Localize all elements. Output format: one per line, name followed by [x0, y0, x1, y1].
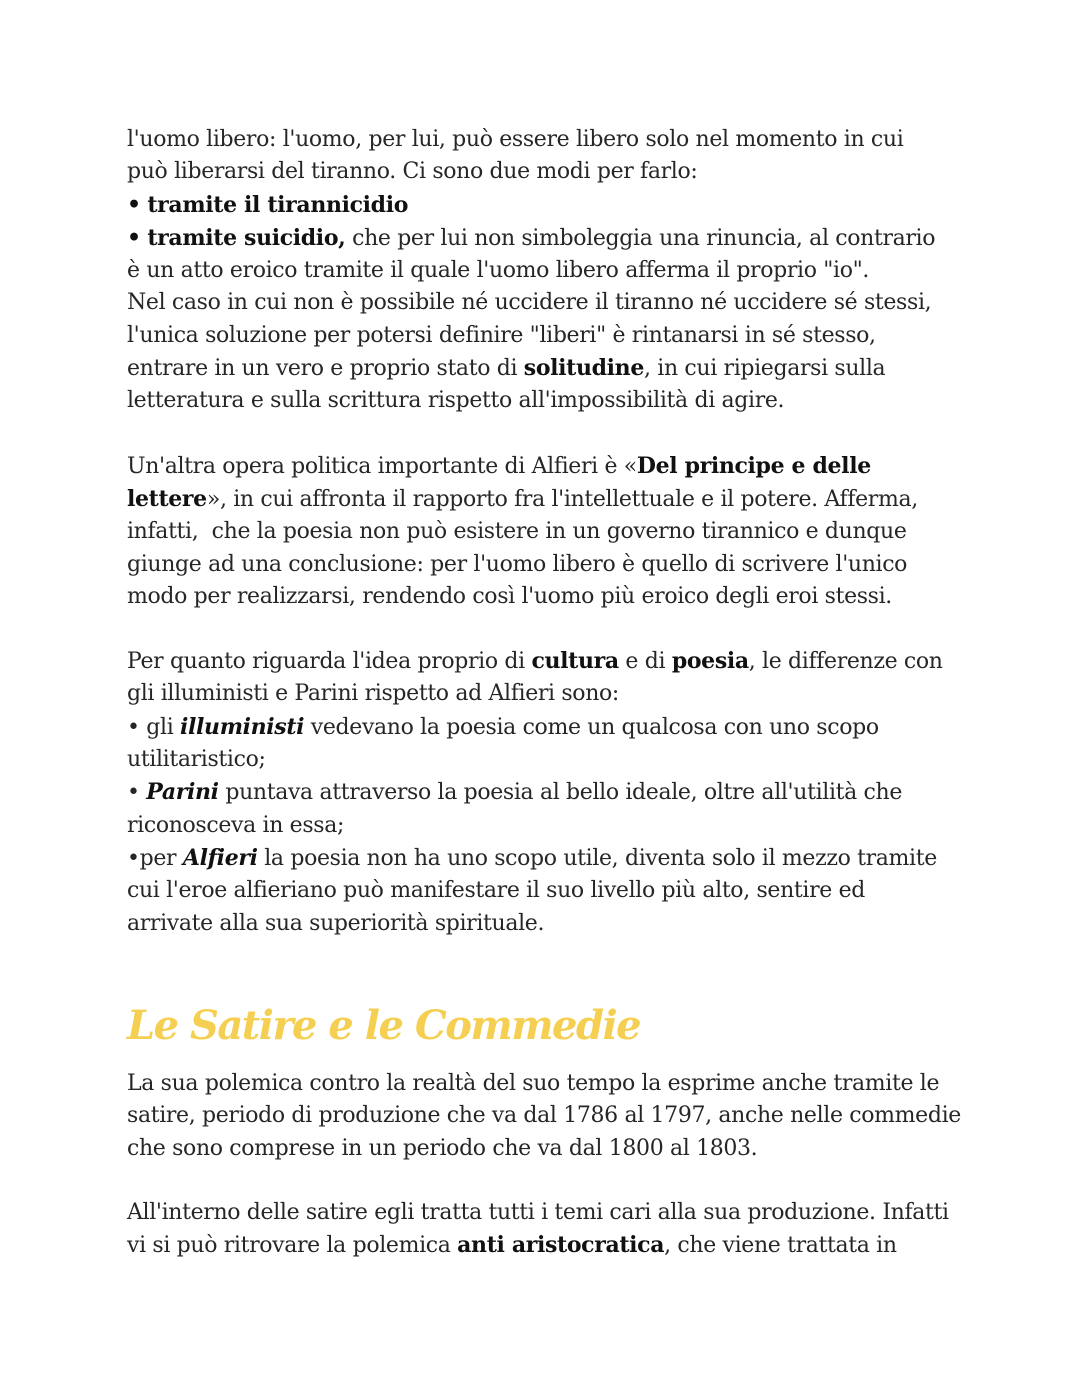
- text-run: entrare in un vero e proprio stato di: [127, 356, 524, 382]
- text-line: [127, 483, 957, 516]
- list-item: [127, 711, 957, 744]
- bold-term: solitudine: [523, 355, 644, 382]
- bold-term: anti aristocratica: [457, 1232, 665, 1259]
- bold-italic-term: illuministi: [180, 713, 305, 740]
- list-item: [127, 842, 957, 875]
- text-line: riconosceva in essa;: [127, 812, 345, 838]
- text-run: vi si può ritrovare la polemica: [127, 1233, 458, 1259]
- bold-italic-term: Parini: [146, 779, 219, 806]
- bullet: •: [127, 191, 141, 218]
- document-body-section: [127, 1068, 961, 1262]
- bold-title: Del principe e delle: [636, 452, 871, 479]
- text-run: Per quanto riguarda l'idea proprio di: [127, 649, 532, 675]
- text-run: Un'altra opera politica importante di Alfieri è «: [127, 453, 637, 479]
- text-run: la poesia non ha uno scopo utile, diventa solo il mezzo tramite: [257, 845, 937, 871]
- paragraph-del-principe: [127, 450, 957, 613]
- text-line: modo per realizzarsi, rendendo così l'uomo più eroico degli eroi stessi.: [127, 583, 892, 609]
- text-line: arrivate alla sua superiorità spirituale.: [127, 910, 545, 936]
- bold-term: cultura: [531, 648, 619, 675]
- text-line: La sua polemica contro la realtà del suo tempo la esprime anche tramite le: [127, 1071, 940, 1096]
- section-heading: Le Satire e le Commedie: [127, 1002, 641, 1049]
- bold-title: lettere: [127, 485, 207, 512]
- text-line: l'unica soluzione per potersi definire "liberi" è rintanarsi in sé stesso,: [127, 322, 876, 348]
- list-item: [127, 222, 957, 255]
- bold-term: tramite suicidio,: [147, 224, 346, 251]
- text-line: letteratura e sulla scrittura rispetto all'impossibilità di agire.: [127, 388, 785, 414]
- text-line: che sono comprese in un periodo che va dal 1800 al 1803.: [127, 1135, 758, 1161]
- text-line: gli illuministi e Parini rispetto ad Alfieri sono:: [127, 681, 619, 707]
- text-line: [127, 450, 957, 483]
- text-run: •per: [127, 845, 183, 871]
- text-line: All'interno delle satire egli tratta tutti i temi cari alla sua produzione. Infatti: [127, 1199, 949, 1225]
- document-body: [127, 124, 957, 940]
- bold-term: poesia: [671, 648, 749, 675]
- text-line: l'uomo libero: l'uomo, per lui, può essere libero solo nel momento in cui: [127, 127, 904, 152]
- text-run: che per lui non simboleggia una rinuncia, al contrario: [345, 225, 936, 251]
- text-run: , che viene trattata in: [664, 1233, 897, 1259]
- text-line: [127, 645, 957, 678]
- text-run: », in cui affronta il rapporto fra l'intellettuale e il potere. Afferma,: [206, 486, 918, 512]
- paragraph-tyranny: [127, 124, 957, 418]
- text-run: , le differenze con: [748, 649, 943, 675]
- text-run: •: [127, 780, 147, 806]
- bullet: •: [127, 224, 141, 251]
- text-line: infatti, che la poesia non può esistere in un governo tirannico e dunque: [127, 519, 907, 545]
- bold-italic-term: Alfieri: [182, 844, 258, 871]
- text-run: puntava attraverso la poesia al bello ideale, oltre all'utilità che: [218, 780, 902, 806]
- text-line: può liberarsi del tiranno. Ci sono due modi per farlo:: [127, 159, 698, 185]
- paragraph-satire-intro: [127, 1068, 961, 1165]
- text-line: cui l'eroe alfieriano può manifestare il suo livello più alto, sentire ed: [127, 878, 865, 904]
- list-item: [127, 189, 957, 222]
- text-line: è un atto eroico tramite il quale l'uomo libero afferma il proprio "io".: [127, 258, 869, 284]
- text-line: satire, periodo di produzione che va dal 1786 al 1797, anche nelle commedie: [127, 1103, 961, 1129]
- text-line: utilitaristico;: [127, 747, 266, 773]
- text-line: Nel caso in cui non è possibile né uccidere il tiranno né uccidere sé stessi,: [127, 290, 932, 316]
- list-item: [127, 776, 957, 809]
- paragraph-satire-temi: [127, 1197, 957, 1263]
- text-line: [127, 352, 957, 385]
- paragraph-cultura-poesia: [127, 645, 957, 940]
- text-run: e di: [618, 649, 672, 675]
- text-run: • gli: [127, 714, 181, 740]
- text-run: , in cui ripiegarsi sulla: [643, 356, 886, 382]
- text-run: vedevano la poesia come un qualcosa con uno scopo: [304, 714, 879, 740]
- text-line: [127, 1229, 957, 1262]
- bold-term: tramite il tirannicidio: [147, 191, 409, 218]
- text-line: giunge ad una conclusione: per l'uomo libero è quello di scrivere l'unico: [127, 551, 908, 577]
